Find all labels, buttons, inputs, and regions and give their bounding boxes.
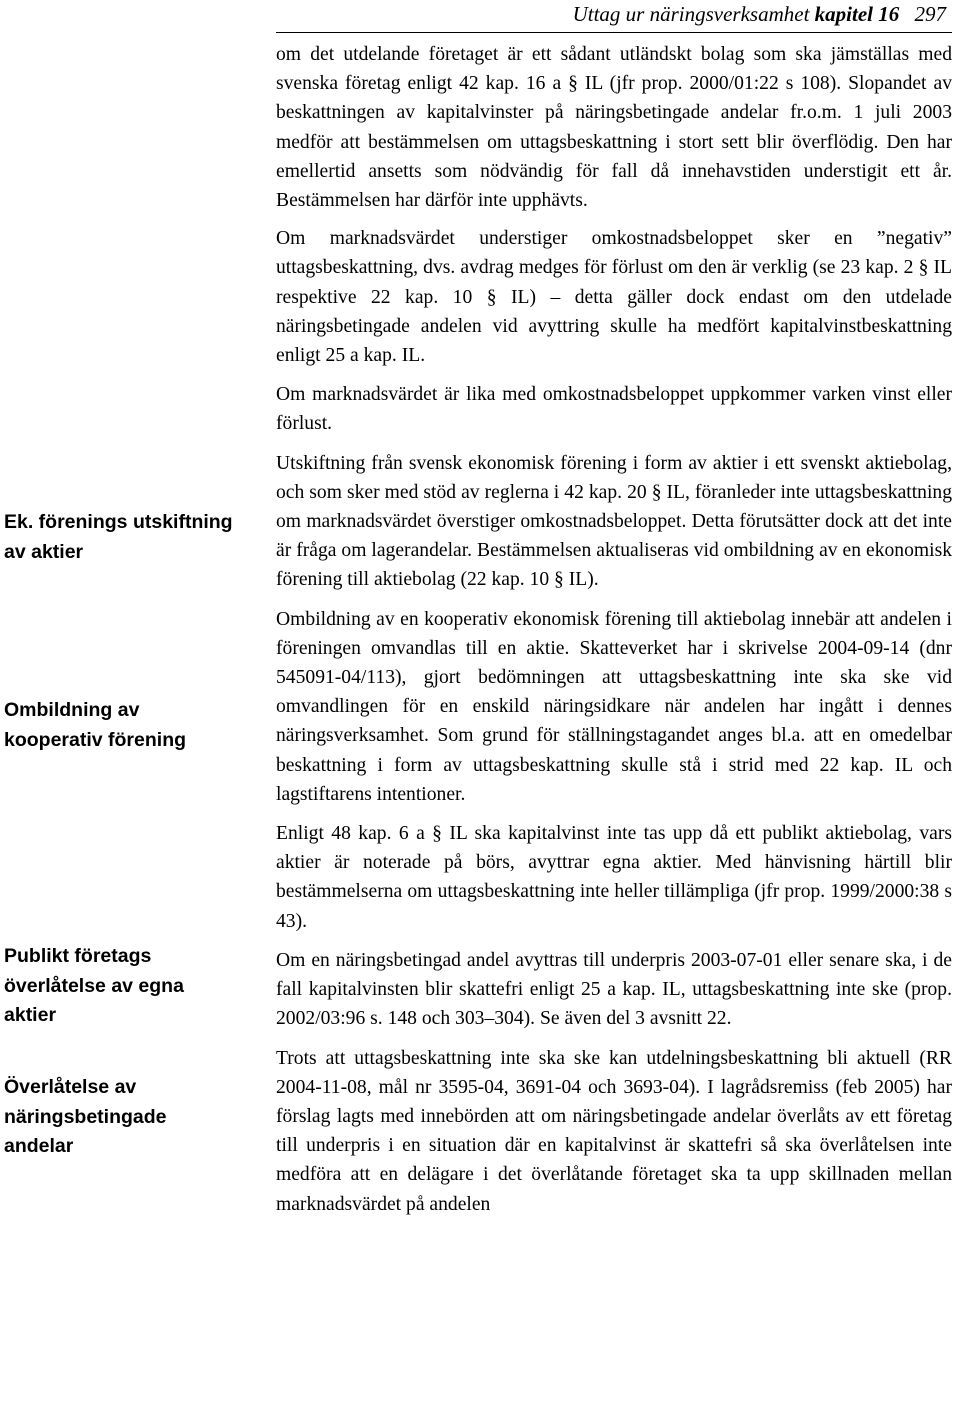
page-number: 297 xyxy=(914,2,946,26)
margin-note-overlatelse: Överlåtelse av näringsbetingade andelar xyxy=(4,1076,167,1157)
header-chapter: kapitel 16 xyxy=(814,2,900,26)
margin-note-utskiftning: Ek. förenings utskiftning av aktier xyxy=(4,511,233,563)
header-rule xyxy=(276,32,952,33)
running-header xyxy=(573,2,946,27)
paragraph: Om marknadsvärdet är lika med omkostnadsbeloppet uppkommer varken vinst eller förlust. xyxy=(276,384,952,435)
margin-note-ombildning: Ombildning av kooperativ förening xyxy=(4,699,187,751)
paragraph: Om en näringsbetingad andel avyttras till underpris 2003-07-01 eller senare ska, i de fall kapitalvinsten blir skattefri enligt 25 a kap. IL, uttagsbeskattning inte ske (prop. 2002/03:96 s. 148 och 303–304). Se även del 3 avsnitt 22. xyxy=(276,949,952,1030)
paragraph: Enligt 48 kap. 6 a § IL ska kapitalvinst inte tas upp då ett publikt aktiebolag, vars aktier är noterade på börs, avyttrar egna aktier. Med hänvisning härtill blir bestämmelserna om uttagsbeskattning inte heller tillämpliga (jfr prop. 1999/2000:38 s 43). xyxy=(276,823,952,932)
body-text xyxy=(276,40,952,1229)
margin-note-publikt-foretag: Publikt företags överlåtelse av egna aktier xyxy=(4,945,184,1026)
paragraph: Trots att uttagsbeskattning inte ska ske kan utdelningsbeskattning bli aktuell (RR 2004-11-08, mål nr 3595-04, 3691-04 och 3693-04). I lagrådsremiss (feb 2005) har förslag lagts med innebörden att om näringsbetingade andelar överlåts av ett företag till underpris i en situation där en kapitalvinst är skattefri så ska överlåtelsen inte medföra att en delägare i det överlåtande företaget ska ta upp skillnaden mellan marknadsvärdet på andelen xyxy=(276,1047,952,1215)
paragraph: Utskiftning från svensk ekonomisk förening i form av aktier i ett svenskt aktiebolag, och som sker med stöd av reglerna i 42 kap. 20 § IL, föranleder inte uttagsbeskattning om marknadsvärdet överstiger omkostnadsbeloppet. Detta förutsätter dock att det inte är fråga om lagerandelar. Bestämmelsen aktualiseras vid ombildning av en ekonomisk förening till aktiebolag (22 kap. 10 § IL). xyxy=(276,452,952,591)
paragraph: Om marknadsvärdet understiger omkostnadsbeloppet sker en ”negativ” uttagsbeskattning, dvs. avdrag medges för förlust om den är verklig (se 23 kap. 2 § IL respektive 22 kap. 10 § IL) – detta gäller dock endast om den utdelade näringsbetingade andelen vid avyttring skulle ha medfört kapitalvinstbeskattning enligt 25 a kap. IL. xyxy=(276,228,952,367)
paragraph: om det utdelande företaget är ett sådant utländskt bolag som ska jämställas med svenska företag enligt 42 kap. 16 a § IL (jfr prop. 2000/01:22 s 108). Slopandet av beskattningen av kapitalvinster på näringsbetingade andelar fr.o.m. 1 juli 2003 medför att bestämmelsen om uttagsbeskattning i stort sett blir överflödig. Den har emellertid ansetts som nödvändig för fall då innehavstiden understigit ett år. Bestämmelsen har därför inte upphävts. xyxy=(276,44,952,212)
header-title: Uttag ur näringsverksamhet xyxy=(572,2,810,26)
paragraph: Ombildning av en kooperativ ekonomisk förening till aktiebolag innebär att andelen i föreningen omvandlas till en aktie. Skatteverket har i skrivelse 2004-09-14 (dnr 545091-04/113), gjort bedömningen att uttagsbeskattning inte ska ske vid omvandlingen för en enskild näringsidkare när andelen har ingått i dennes näringsverksamhet. Som grund för ställningstagandet anges bl.a. att en omedelbar beskattning i form av uttagsbeskattning skulle stå i strid med 22 kap. IL och lagstiftarens intentioner. xyxy=(276,608,952,805)
